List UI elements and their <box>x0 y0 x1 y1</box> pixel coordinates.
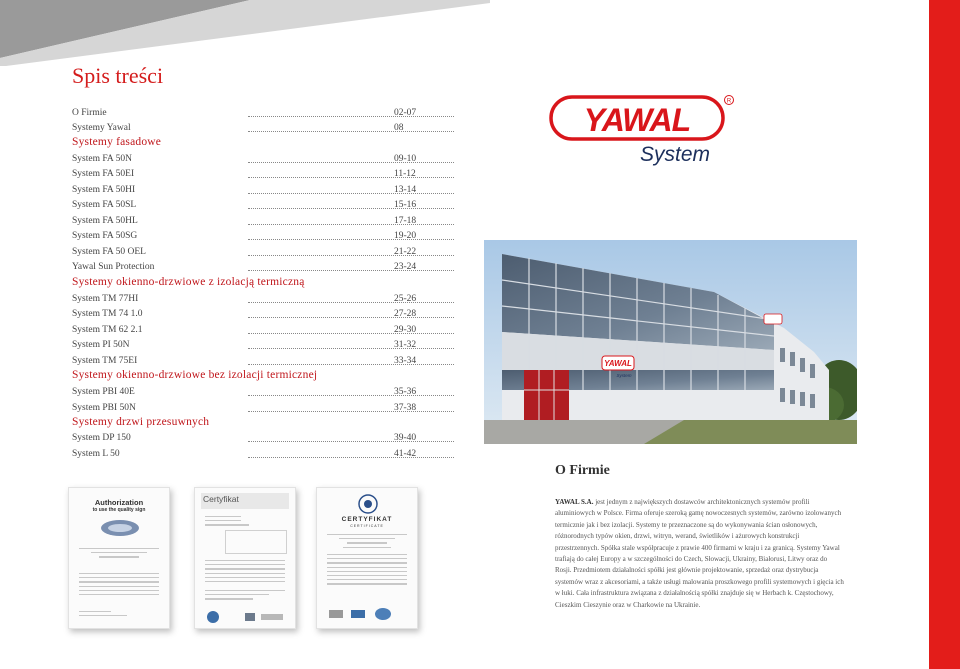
toc-entry[interactable] <box>72 200 417 214</box>
decorative-header-bars <box>0 0 490 70</box>
sign-brand-text: YAWAL <box>604 359 632 368</box>
toc-entry-label: System PBI 50N <box>72 403 136 413</box>
toc-entry-label: System DP 150 <box>72 433 131 443</box>
cert-title: Authorization <box>94 498 144 507</box>
toc-entry[interactable] <box>72 294 417 308</box>
toc-entry[interactable] <box>72 340 417 354</box>
company-description: jest jednym z największych dostawców architektonicznych systemów profili aluminiowych w Polsce. Firma oferuje szeroką gamę nowoczesnych systemów, zarówno izolowanych termicznie jak i bez izolacji. Systemy te przeznaczone są do wykonywania ścian osłonowych, różnorodnych typów okien, drzwi, witryn, werand, świetlików i ażurowych konstrukcji przestrzennych. Spółka stale współpracuje z prawie 400 firmami w kraju i za granicą. Systemy Yawal trafiają do całej Europy a w szczególności do Czech, Słowacji, Ukrainy, Białorusi, Litwy oraz do Rosji. Przedmiotem działalności spółki jest głównie projektowanie, sprzedaż oraz dystrybucja systemów wraz z akcesoriami, a także usługi malowania proszkowego profili systemowych i gięcia ich w łuki. Cała infrastruktura związana z działalnością spółki znajduje się w Herbach k. Częstochowy, Cieszkim Cieszynie oraz w Charkowie na Ukrainie. <box>555 498 844 609</box>
toc-entry-pages: 17-18 <box>394 216 417 226</box>
toc-entry-label: System PI 50N <box>72 340 130 350</box>
toc-leader-dots <box>248 348 454 349</box>
toc-leader-dots <box>248 395 454 396</box>
toc-entry-label: Systemy Yawal <box>72 123 131 133</box>
toc-leader-dots <box>248 131 454 132</box>
toc-entry-label: System TM 74 1.0 <box>72 309 143 319</box>
toc-entry-pages: 27-28 <box>394 309 417 319</box>
toc-entry-pages: 31-32 <box>394 340 417 350</box>
toc-entry[interactable] <box>72 403 417 417</box>
toc-leader-dots <box>248 162 454 163</box>
toc-entry-label: System TM 77HI <box>72 294 139 304</box>
toc-entry-pages: 21-22 <box>394 247 417 257</box>
about-company-title: O Firmie <box>555 463 610 478</box>
yawal-logo <box>548 94 738 174</box>
toc-entry-pages: 08 <box>394 123 404 133</box>
toc-entry[interactable] <box>72 262 417 276</box>
toc-entry[interactable] <box>72 325 417 339</box>
toc-entry-pages: 13-14 <box>394 185 417 195</box>
toc-entry[interactable] <box>72 108 417 122</box>
toc-entry-label: Yawal Sun Protection <box>72 262 155 272</box>
certificate-authorization <box>68 487 170 629</box>
toc-leader-dots <box>248 239 454 240</box>
company-name: YAWAL S.A. <box>555 498 594 506</box>
cert-logos-icon <box>205 610 287 624</box>
certification-seal-icon <box>358 494 378 514</box>
toc-entry[interactable] <box>72 216 417 230</box>
toc-entry-label: System L 50 <box>72 449 120 459</box>
toc-entry-pages: 37-38 <box>394 403 417 413</box>
toc-entry[interactable] <box>72 449 417 463</box>
toc-entry-pages: 09-10 <box>394 154 417 164</box>
toc-leader-dots <box>248 255 454 256</box>
toc-leader-dots <box>248 116 454 117</box>
certificate-certyfikat <box>194 487 296 629</box>
cert-subtitle: CERTIFICATE <box>350 524 384 528</box>
toc-entry-pages: 23-24 <box>394 262 417 272</box>
toc-entry-label: System FA 50SL <box>72 200 137 210</box>
toc-entry-label: O Firmie <box>72 108 107 118</box>
toc-leader-dots <box>248 411 454 412</box>
quality-seal-icon <box>99 518 141 538</box>
toc-entry[interactable] <box>72 185 417 199</box>
toc-entry-label: System PBI 40E <box>72 387 135 397</box>
sign-sub-text: System <box>616 373 632 378</box>
red-side-band <box>929 0 960 669</box>
toc-entry-pages: 11-12 <box>394 169 416 179</box>
toc-entry-pages: 35-36 <box>394 387 417 397</box>
building-photo <box>484 240 857 444</box>
toc-leader-dots <box>248 317 454 318</box>
toc-entry[interactable] <box>72 247 417 261</box>
logo-brand-text: YAWAL <box>583 102 691 138</box>
toc-entry-label: System FA 50 OEL <box>72 247 146 257</box>
cert-title: CERTYFIKAT <box>341 516 393 523</box>
toc-title: Spis treści <box>72 63 164 88</box>
cert-title: Certyfikat <box>203 494 239 504</box>
toc-entry[interactable] <box>72 231 417 245</box>
certificate-iso <box>316 487 418 629</box>
toc-leader-dots <box>248 270 454 271</box>
logo-reg-text: R <box>726 98 732 105</box>
toc-section-heading: Systemy okienno-drzwiowe z izolacją termiczną <box>72 276 305 288</box>
logo-sub-text: System <box>639 143 711 166</box>
toc-entry[interactable] <box>72 309 417 323</box>
toc-leader-dots <box>248 457 454 458</box>
toc-leader-dots <box>248 302 454 303</box>
toc-entry-pages: 19-20 <box>394 231 417 241</box>
toc-section-heading: Systemy okienno-drzwiowe bez izolacji termicznej <box>72 369 318 381</box>
toc-entry[interactable] <box>72 169 417 183</box>
toc-section-heading: Systemy fasadowe <box>72 136 162 148</box>
accreditation-logos-icon <box>327 604 409 624</box>
toc-leader-dots <box>248 224 454 225</box>
toc-entry-pages: 25-26 <box>394 294 417 304</box>
toc-entry-label: System FA 50HL <box>72 216 138 226</box>
toc-leader-dots <box>248 441 454 442</box>
cert-subtitle: to use the quality sign <box>92 507 146 513</box>
toc-entry-pages: 41-42 <box>394 449 417 459</box>
toc-entry-label: System FA 50HI <box>72 185 136 195</box>
toc-entry-pages: 39-40 <box>394 433 417 443</box>
toc-entry[interactable] <box>72 123 417 137</box>
toc-section-heading: Systemy drzwi przesuwnych <box>72 416 210 428</box>
toc-leader-dots <box>248 333 454 334</box>
toc-entry[interactable] <box>72 356 417 370</box>
toc-leader-dots <box>248 364 454 365</box>
toc-entry-label: System TM 75EI <box>72 356 138 366</box>
toc-leader-dots <box>248 193 454 194</box>
toc-entry-label: System FA 50SG <box>72 231 138 241</box>
toc-entry-pages: 02-07 <box>394 108 417 118</box>
toc-entry-label: System FA 50N <box>72 154 133 164</box>
toc-entry-pages: 15-16 <box>394 200 417 210</box>
toc-entry-label: System FA 50EI <box>72 169 135 179</box>
toc-entry-pages: 33-34 <box>394 356 417 366</box>
toc-entry[interactable] <box>72 387 417 401</box>
toc-entry[interactable] <box>72 154 417 168</box>
toc-entry-label: System TM 62 2.1 <box>72 325 143 335</box>
about-company-text <box>555 497 845 611</box>
toc-entry-pages: 29-30 <box>394 325 417 335</box>
toc-leader-dots <box>248 208 454 209</box>
toc-entry[interactable] <box>72 433 417 447</box>
toc-leader-dots <box>248 177 454 178</box>
